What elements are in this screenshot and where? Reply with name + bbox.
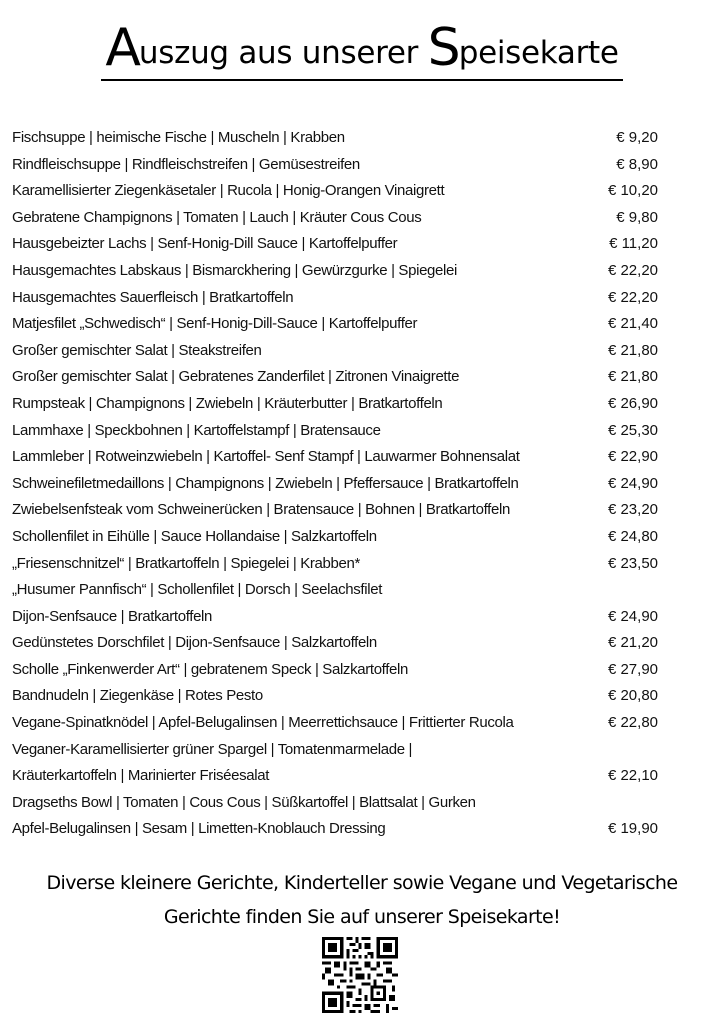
dish-name: Matjesfilet „Schwedisch“ | Senf-Honig-Dill-Sauce | Kartoffelpuffer bbox=[12, 315, 418, 333]
menu-item bbox=[12, 391, 662, 418]
dish-price: € 22,20 bbox=[607, 261, 658, 279]
dish-price: € 21,80 bbox=[607, 341, 658, 359]
title-initial-a: A bbox=[105, 18, 139, 78]
dish-name: Veganer-Karamellisierter grüner Spargel | Tomatenmarmelade | bbox=[12, 740, 413, 758]
dish-name: Lammhaxe | Speckbohnen | Kartoffelstampf | Bratensauce bbox=[12, 421, 381, 439]
dish-price: € 22,20 bbox=[607, 288, 658, 306]
dish-name: Schweinefiletmedaillons | Champignons | Zwiebeln | Pfeffersauce | Bratkartoffeln bbox=[12, 474, 519, 492]
menu-item bbox=[12, 418, 662, 445]
dish-price: € 8,90 bbox=[616, 155, 658, 173]
menu-item bbox=[12, 657, 662, 684]
dish-price: € 10,20 bbox=[607, 182, 658, 200]
title-text-part2: peisekarte bbox=[458, 35, 619, 71]
menu-item bbox=[12, 231, 662, 258]
dish-price: € 21,80 bbox=[607, 368, 658, 386]
dish-price: € 19,90 bbox=[607, 820, 658, 838]
dish-name: Hausgemachtes Labskaus | Bismarckhering | Gewürzgurke | Spiegelei bbox=[12, 261, 457, 279]
menu-item bbox=[12, 125, 662, 152]
menu-item bbox=[12, 471, 662, 498]
dish-price: € 25,30 bbox=[607, 421, 658, 439]
dish-name: Hausgebeizter Lachs | Senf-Honig-Dill Sauce | Kartoffelpuffer bbox=[12, 235, 398, 253]
menu-item bbox=[12, 816, 662, 843]
dish-price: € 22,90 bbox=[607, 448, 658, 466]
dish-price: € 23,20 bbox=[607, 501, 658, 519]
footer-note bbox=[0, 866, 724, 934]
menu-item bbox=[12, 497, 662, 524]
title-initial-s: S bbox=[427, 18, 459, 78]
dish-price: € 23,50 bbox=[607, 554, 658, 572]
page-header bbox=[0, 18, 724, 81]
menu-item bbox=[12, 524, 662, 551]
dish-price: € 21,20 bbox=[607, 634, 658, 652]
dish-name: Kräuterkartoffeln | Marinierter Friséesalat bbox=[12, 767, 270, 785]
dish-name: Scholle „Finkenwerder Art“ | gebratenem Speck | Salzkartoffeln bbox=[12, 660, 409, 678]
dish-price: € 20,80 bbox=[607, 687, 658, 705]
dish-price: € 24,80 bbox=[607, 527, 658, 545]
dish-name: Rumpsteak | Champignons | Zwiebeln | Kräuterbutter | Bratkartoffeln bbox=[12, 394, 443, 412]
menu-item bbox=[12, 205, 662, 232]
menu-item bbox=[12, 710, 662, 737]
dish-name: Hausgemachtes Sauerfleisch | Bratkartoffeln bbox=[12, 288, 294, 306]
menu-item bbox=[12, 338, 662, 365]
menu-item bbox=[12, 364, 662, 391]
menu-item bbox=[12, 311, 662, 338]
dish-name: „Husumer Pannfisch“ | Schollenfilet | Dorsch | Seelachsfilet bbox=[12, 581, 383, 599]
dish-name: „Friesenschnitzel“ | Bratkartoffeln | Spiegelei | Krabben* bbox=[12, 554, 360, 572]
dish-price: € 21,40 bbox=[607, 315, 658, 333]
menu-item bbox=[12, 737, 662, 764]
dish-name: Fischsuppe | heimische Fische | Muscheln | Krabben bbox=[12, 129, 345, 146]
dish-name: Rindfleischsuppe | Rindfleischstreifen | Gemüsestreifen bbox=[12, 155, 360, 173]
dish-price: € 11,20 bbox=[609, 235, 658, 253]
qr-code-icon[interactable] bbox=[322, 937, 398, 1013]
dish-name: Bandnudeln | Ziegenkäse | Rotes Pesto bbox=[12, 687, 263, 705]
dish-name: Vegane-Spinatknödel | Apfel-Belugalinsen | Meerrettichsauce | Frittierter Rucola bbox=[12, 714, 514, 732]
dish-price: € 22,80 bbox=[607, 714, 658, 732]
menu-item bbox=[12, 258, 662, 285]
menu-list bbox=[12, 125, 662, 843]
footer-line-1: Diverse kleinere Gerichte, Kinderteller sowie Vegane und Vegetarische bbox=[46, 872, 678, 894]
dish-name: Zwiebelsenfsteak vom Schweinerücken | Bratensauce | Bohnen | Bratkartoffeln bbox=[12, 501, 510, 519]
dish-name: Lammleber | Rotweinzwiebeln | Kartoffel- Senf Stampf | Lauwarmer Bohnensalat bbox=[12, 448, 520, 466]
dish-name: Karamellisierter Ziegenkäsetaler | Rucola | Honig-Orangen Vinaigrett bbox=[12, 182, 445, 200]
menu-item bbox=[12, 178, 662, 205]
dish-name: Dijon-Senfsauce | Bratkartoffeln bbox=[12, 607, 213, 625]
menu-item bbox=[12, 763, 662, 790]
dish-price: € 24,90 bbox=[607, 607, 658, 625]
dish-price: € 26,90 bbox=[607, 394, 658, 412]
footer-line-2: Gerichte finden Sie auf unserer Speisekarte! bbox=[163, 906, 561, 928]
menu-item bbox=[12, 152, 662, 179]
dish-name: Großer gemischter Salat | Gebratenes Zanderfilet | Zitronen Vinaigrette bbox=[12, 368, 460, 386]
dish-name: Gebratene Champignons | Tomaten | Lauch | Kräuter Cous Cous bbox=[12, 208, 422, 226]
title-text-part1: uszug aus unserer bbox=[138, 35, 428, 71]
dish-price: € 24,90 bbox=[607, 474, 658, 492]
menu-item bbox=[12, 551, 662, 578]
dish-name: Gedünstetes Dorschfilet | Dijon-Senfsauce | Salzkartoffeln bbox=[12, 634, 377, 652]
dish-price: € 9,20 bbox=[616, 129, 658, 146]
menu-item bbox=[12, 285, 662, 312]
dish-name: Großer gemischter Salat | Steakstreifen bbox=[12, 341, 262, 359]
page-title bbox=[101, 18, 622, 81]
dish-price: € 22,10 bbox=[607, 767, 658, 785]
dish-name: Schollenfilet in Eihülle | Sauce Hollandaise | Salzkartoffeln bbox=[12, 527, 377, 545]
menu-item bbox=[12, 683, 662, 710]
menu-item bbox=[12, 790, 662, 817]
menu-item bbox=[12, 630, 662, 657]
menu-item bbox=[12, 604, 662, 631]
dish-price: € 27,90 bbox=[607, 660, 658, 678]
menu-item bbox=[12, 444, 662, 471]
dish-name: Apfel-Belugalinsen | Sesam | Limetten-Knoblauch Dressing bbox=[12, 820, 386, 838]
dish-price: € 9,80 bbox=[616, 208, 658, 226]
menu-item bbox=[12, 577, 662, 604]
dish-name: Dragseths Bowl | Tomaten | Cous Cous | Süßkartoffel | Blattsalat | Gurken bbox=[12, 793, 476, 811]
